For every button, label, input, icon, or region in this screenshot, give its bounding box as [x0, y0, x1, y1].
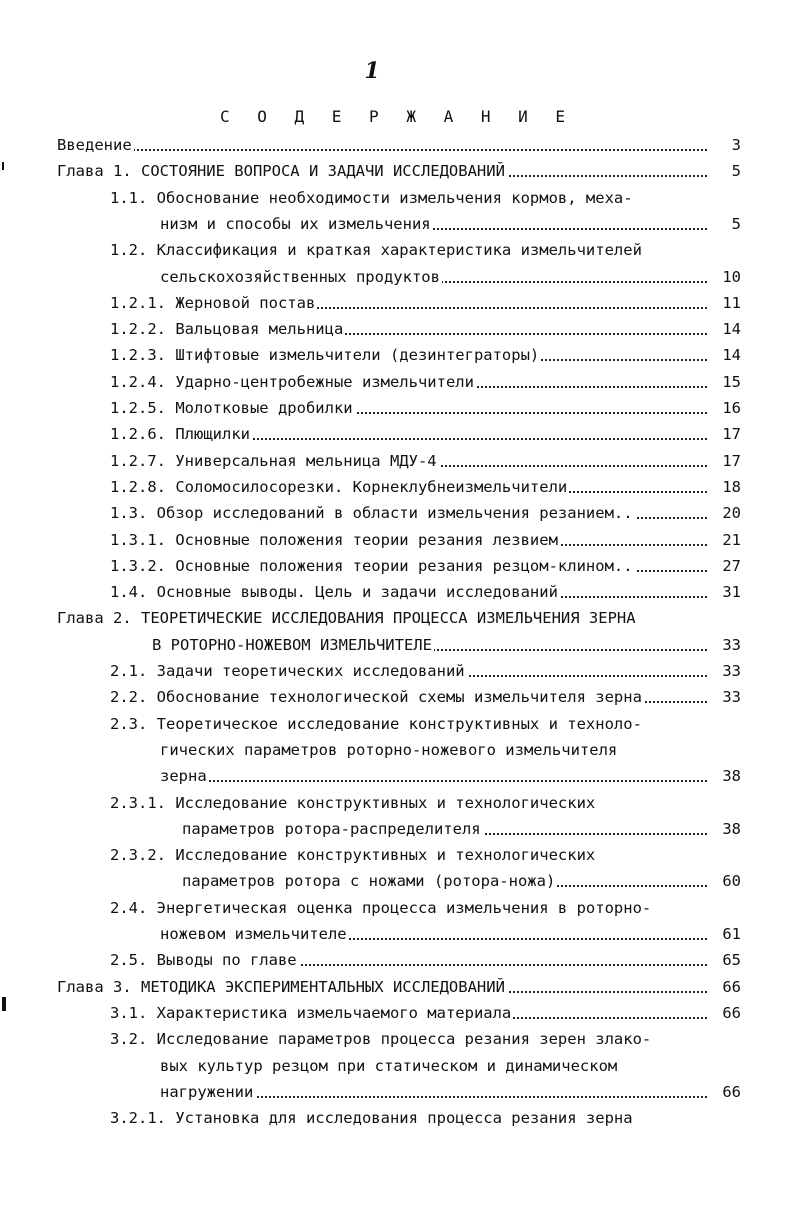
- toc-entry-title: 3.2.1. Установка для исследования процесса резания зерна: [110, 1109, 633, 1127]
- toc-entry-title: низм и способы их измельчения: [160, 215, 431, 233]
- toc-entry-page: 60: [711, 870, 741, 892]
- toc-entry-page: 10: [711, 266, 741, 288]
- toc-entry-title: 1.2.4. Ударно-центробежные измельчители: [110, 373, 474, 391]
- toc-dot-leader: [57, 149, 707, 151]
- toc-entry: [182, 870, 741, 892]
- toc-entry: [110, 397, 741, 419]
- toc-entry-title: 1.1. Обоснование необходимости измельчения кормов, меха-: [110, 189, 633, 207]
- toc-entry: [110, 949, 741, 971]
- toc-entry-title: 3.2. Исследование параметров процесса резания зерен злако-: [110, 1030, 652, 1048]
- contents-title: С О Д Е Р Ж А Н И Е: [219, 107, 575, 126]
- toc-entry-title: 2.3.2. Исследование конструктивных и технологических: [110, 846, 596, 864]
- toc-entry-page: 14: [711, 344, 741, 366]
- toc-entry-title: 1.2.8. Соломосилосорезки. Корнеклубнеизмельчители: [110, 478, 568, 496]
- toc-entry-title: 2.4. Энергетическая оценка процесса измельчения в роторно-: [110, 899, 652, 917]
- toc-entry-title: Введение: [57, 136, 132, 154]
- toc-entry: [110, 371, 741, 393]
- toc-entry-title: Глава 3. МЕТОДИКА ЭКСПЕРИМЕНТАЛЬНЫХ ИССЛЕДОВАНИЙ: [57, 978, 505, 996]
- toc-entry: [160, 213, 741, 235]
- toc-entry: [160, 923, 741, 945]
- toc-entry: [110, 1028, 741, 1050]
- toc-entry: [182, 818, 741, 840]
- toc-entry-title: параметров ротора-распределителя: [182, 820, 481, 838]
- toc-entry: [152, 634, 741, 656]
- toc-entry: [160, 1081, 741, 1103]
- toc-entry-title: 2.5. Выводы по главе: [110, 951, 297, 969]
- toc-entry-page: 33: [711, 660, 741, 682]
- toc-entry: [160, 266, 741, 288]
- toc-entry-page: 20: [711, 502, 741, 524]
- toc-entry-title: параметров ротора с ножами (ротора-ножа): [182, 872, 556, 890]
- toc-entry-title: нагружении: [160, 1083, 254, 1101]
- margin-mark-top: [2, 162, 4, 170]
- toc-entry-title: 2.2. Обоснование технологической схемы измельчителя зерна: [110, 688, 642, 706]
- toc-entry: [110, 792, 741, 814]
- toc-entry-page: 15: [711, 371, 741, 393]
- toc-entry-title: 1.2. Классификация и краткая характеристика измельчителей: [110, 241, 642, 259]
- toc-entry-page: 65: [711, 949, 741, 971]
- toc-entry: [110, 686, 741, 708]
- toc-entry-title: 1.2.1. Жерновой постав: [110, 294, 316, 312]
- toc-entry: [110, 1002, 741, 1024]
- toc-entry: [57, 607, 741, 629]
- toc-entry-page: 33: [711, 686, 741, 708]
- toc-entry-title: 2.3. Теоретическое исследование конструктивных и техноло-: [110, 715, 642, 733]
- toc-entry: [110, 581, 741, 603]
- toc-entry-page: 5: [711, 213, 741, 235]
- toc-entry-page: 3: [711, 134, 741, 156]
- toc-entry-page: 18: [711, 476, 741, 498]
- toc-entry-title: 1.3. Обзор исследований в области измельчения резанием..: [110, 504, 633, 522]
- toc-entry: [110, 897, 741, 919]
- toc-entry-page: 17: [711, 423, 741, 445]
- toc-entry: [57, 160, 741, 182]
- toc-entry-title: В РОТОРНО-НОЖЕВОМ ИЗМЕЛЬЧИТЕЛЕ: [152, 636, 432, 654]
- toc-entry-title: 1.2.7. Универсальная мельница МДУ-4: [110, 452, 437, 470]
- toc-entry-title: гических параметров роторно-ножевого измельчителя: [160, 741, 618, 759]
- toc-entry: [57, 976, 741, 998]
- toc-entry-page: 27: [711, 555, 741, 577]
- toc-entry-page: 21: [711, 529, 741, 551]
- toc-dot-leader: [160, 780, 707, 782]
- toc-entry: [160, 765, 741, 787]
- toc-entry-page: 14: [711, 318, 741, 340]
- margin-mark-bottom: [2, 997, 6, 1011]
- toc-entry: [110, 555, 741, 577]
- toc-entry: [110, 529, 741, 551]
- toc-entry-title: 1.2.5. Молотковые дробилки: [110, 399, 353, 417]
- toc-entry-page: 17: [711, 450, 741, 472]
- toc-entry-title: Глава 2. ТЕОРЕТИЧЕСКИЕ ИССЛЕДОВАНИЯ ПРОЦЕССА ИЗМЕЛЬЧЕНИЯ ЗЕРНА: [57, 609, 636, 627]
- page-number: 1: [364, 58, 380, 84]
- toc-entry-title: сельскохозяйственных продуктов: [160, 268, 440, 286]
- toc-entry-page: 66: [711, 976, 741, 998]
- toc-entry-title: Глава 1. СОСТОЯНИЕ ВОПРОСА И ЗАДАЧИ ИССЛЕДОВАНИЙ: [57, 162, 505, 180]
- toc-entry-page: 66: [711, 1002, 741, 1024]
- toc-entry-title: вых культур резцом при статическом и динамическом: [160, 1057, 618, 1075]
- toc-entry: [110, 844, 741, 866]
- toc-entry-title: зерна: [160, 767, 207, 785]
- toc-entry-page: 38: [711, 818, 741, 840]
- toc-entry: [110, 292, 741, 314]
- toc-entry-title: 1.3.2. Основные положения теории резания резцом-клином..: [110, 557, 633, 575]
- toc-entry-title: 1.3.1. Основные положения теории резания лезвием: [110, 531, 558, 549]
- toc-entry-page: 33: [711, 634, 741, 656]
- toc-entry-title: 1.2.6. Плющилки: [110, 425, 250, 443]
- toc-entry: [110, 187, 741, 209]
- toc-entry: [110, 344, 741, 366]
- toc-entry-page: 61: [711, 923, 741, 945]
- toc-entry: [110, 450, 741, 472]
- toc-entry: [110, 239, 741, 261]
- toc-entry: [160, 1055, 741, 1077]
- toc-entry-page: 5: [711, 160, 741, 182]
- toc-entry-title: ножевом измельчителе: [160, 925, 347, 943]
- toc-entry: [110, 318, 741, 340]
- toc-entry: [110, 476, 741, 498]
- toc-entry: [110, 713, 741, 735]
- toc-entry-page: 31: [711, 581, 741, 603]
- toc-entry: [110, 1107, 741, 1129]
- toc-entry-page: 38: [711, 765, 741, 787]
- toc-entry-title: 2.1. Задачи теоретических исследований: [110, 662, 465, 680]
- toc-entry-page: 11: [711, 292, 741, 314]
- toc-entry-title: 1.2.3. Штифтовые измельчители (дезинтеграторы): [110, 346, 540, 364]
- toc-entry: [160, 739, 741, 761]
- toc-entry: [57, 134, 741, 156]
- toc-entry-page: 66: [711, 1081, 741, 1103]
- toc-entry-page: 16: [711, 397, 741, 419]
- toc-entry: [110, 423, 741, 445]
- toc-entry-title: 2.3.1. Исследование конструктивных и технологических: [110, 794, 596, 812]
- toc-entry-title: 1.4. Основные выводы. Цель и задачи исследований: [110, 583, 558, 601]
- toc-entry-title: 3.1. Характеристика измельчаемого материала: [110, 1004, 512, 1022]
- toc-entry-title: 1.2.2. Вальцовая мельница: [110, 320, 344, 338]
- toc-entry: [110, 502, 741, 524]
- toc-entry: [110, 660, 741, 682]
